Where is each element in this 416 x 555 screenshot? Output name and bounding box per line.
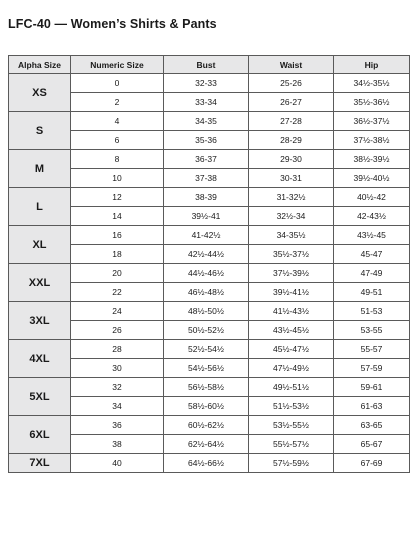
hip-cell: 55-57 (334, 340, 410, 359)
hip-cell: 61-63 (334, 397, 410, 416)
waist-cell: 28-29 (249, 131, 334, 150)
waist-cell: 26-27 (249, 93, 334, 112)
table-row (9, 416, 410, 435)
header-row (9, 56, 410, 74)
bust-cell: 52½-54½ (164, 340, 249, 359)
waist-cell: 35½-37½ (249, 245, 334, 264)
hip-cell: 35½-36½ (334, 93, 410, 112)
hip-cell: 57-59 (334, 359, 410, 378)
hip-cell: 42-43½ (334, 207, 410, 226)
header-waist: Waist (249, 56, 334, 74)
bust-cell: 36-37 (164, 150, 249, 169)
numeric-size-cell: 38 (71, 435, 164, 454)
table-row (9, 112, 410, 131)
bust-cell: 44½-46½ (164, 264, 249, 283)
waist-cell: 53½-55½ (249, 416, 334, 435)
hip-cell: 59-61 (334, 378, 410, 397)
waist-cell: 30-31 (249, 169, 334, 188)
bust-cell: 50½-52½ (164, 321, 249, 340)
numeric-size-cell: 28 (71, 340, 164, 359)
hip-cell: 51-53 (334, 302, 410, 321)
table-row (9, 378, 410, 397)
alpha-size-cell: 5XL (9, 378, 71, 416)
hip-cell: 45-47 (334, 245, 410, 264)
table-row (9, 340, 410, 359)
numeric-size-cell: 22 (71, 283, 164, 302)
hip-cell: 40½-42 (334, 188, 410, 207)
hip-cell: 39½-40½ (334, 169, 410, 188)
bust-cell: 46½-48½ (164, 283, 249, 302)
table-row (9, 226, 410, 245)
page-title: LFC-40 — Women’s Shirts & Pants (8, 17, 217, 31)
waist-cell: 34-35½ (249, 226, 334, 245)
hip-cell: 38½-39½ (334, 150, 410, 169)
numeric-size-cell: 36 (71, 416, 164, 435)
numeric-size-cell: 12 (71, 188, 164, 207)
hip-cell: 63-65 (334, 416, 410, 435)
numeric-size-cell: 40 (71, 454, 164, 473)
hip-cell: 65-67 (334, 435, 410, 454)
bust-cell: 56½-58½ (164, 378, 249, 397)
numeric-size-cell: 30 (71, 359, 164, 378)
alpha-size-cell: 6XL (9, 416, 71, 454)
alpha-size-cell: M (9, 150, 71, 188)
numeric-size-cell: 32 (71, 378, 164, 397)
hip-cell: 53-55 (334, 321, 410, 340)
numeric-size-cell: 2 (71, 93, 164, 112)
header-alpha-size: Alpha Size (9, 56, 71, 74)
numeric-size-cell: 0 (71, 74, 164, 93)
waist-cell: 49½-51½ (249, 378, 334, 397)
waist-cell: 57½-59½ (249, 454, 334, 473)
numeric-size-cell: 26 (71, 321, 164, 340)
numeric-size-cell: 10 (71, 169, 164, 188)
waist-cell: 32½-34 (249, 207, 334, 226)
bust-cell: 64½-66½ (164, 454, 249, 473)
table-row (9, 302, 410, 321)
table-row (9, 264, 410, 283)
bust-cell: 34-35 (164, 112, 249, 131)
waist-cell: 27-28 (249, 112, 334, 131)
table-row (9, 74, 410, 93)
alpha-size-cell: 7XL (9, 454, 71, 473)
hip-cell: 34½-35½ (334, 74, 410, 93)
table-row (9, 150, 410, 169)
header-hip: Hip (334, 56, 410, 74)
bust-cell: 54½-56½ (164, 359, 249, 378)
bust-cell: 39½-41 (164, 207, 249, 226)
alpha-size-cell: L (9, 188, 71, 226)
waist-cell: 47½-49½ (249, 359, 334, 378)
bust-cell: 62½-64½ (164, 435, 249, 454)
waist-cell: 37½-39½ (249, 264, 334, 283)
table-row (9, 188, 410, 207)
waist-cell: 45½-47½ (249, 340, 334, 359)
numeric-size-cell: 20 (71, 264, 164, 283)
hip-cell: 36½-37½ (334, 112, 410, 131)
alpha-size-cell: XXL (9, 264, 71, 302)
hip-cell: 47-49 (334, 264, 410, 283)
bust-cell: 60½-62½ (164, 416, 249, 435)
numeric-size-cell: 14 (71, 207, 164, 226)
hip-cell: 67-69 (334, 454, 410, 473)
waist-cell: 39½-41½ (249, 283, 334, 302)
waist-cell: 25-26 (249, 74, 334, 93)
size-chart-table (8, 55, 410, 473)
alpha-size-cell: XS (9, 74, 71, 112)
header-numeric-size: Numeric Size (71, 56, 164, 74)
header-bust: Bust (164, 56, 249, 74)
alpha-size-cell: 4XL (9, 340, 71, 378)
table-row (9, 454, 410, 473)
bust-cell: 42½-44½ (164, 245, 249, 264)
alpha-size-cell: S (9, 112, 71, 150)
bust-cell: 32-33 (164, 74, 249, 93)
waist-cell: 43½-45½ (249, 321, 334, 340)
numeric-size-cell: 24 (71, 302, 164, 321)
waist-cell: 31-32½ (249, 188, 334, 207)
hip-cell: 37½-38½ (334, 131, 410, 150)
waist-cell: 51½-53½ (249, 397, 334, 416)
bust-cell: 41-42½ (164, 226, 249, 245)
bust-cell: 58½-60½ (164, 397, 249, 416)
bust-cell: 35-36 (164, 131, 249, 150)
hip-cell: 49-51 (334, 283, 410, 302)
alpha-size-cell: 3XL (9, 302, 71, 340)
numeric-size-cell: 34 (71, 397, 164, 416)
hip-cell: 43½-45 (334, 226, 410, 245)
waist-cell: 29-30 (249, 150, 334, 169)
bust-cell: 33-34 (164, 93, 249, 112)
waist-cell: 41½-43½ (249, 302, 334, 321)
numeric-size-cell: 18 (71, 245, 164, 264)
waist-cell: 55½-57½ (249, 435, 334, 454)
numeric-size-cell: 8 (71, 150, 164, 169)
bust-cell: 48½-50½ (164, 302, 249, 321)
numeric-size-cell: 16 (71, 226, 164, 245)
numeric-size-cell: 6 (71, 131, 164, 150)
bust-cell: 37-38 (164, 169, 249, 188)
alpha-size-cell: XL (9, 226, 71, 264)
bust-cell: 38-39 (164, 188, 249, 207)
numeric-size-cell: 4 (71, 112, 164, 131)
